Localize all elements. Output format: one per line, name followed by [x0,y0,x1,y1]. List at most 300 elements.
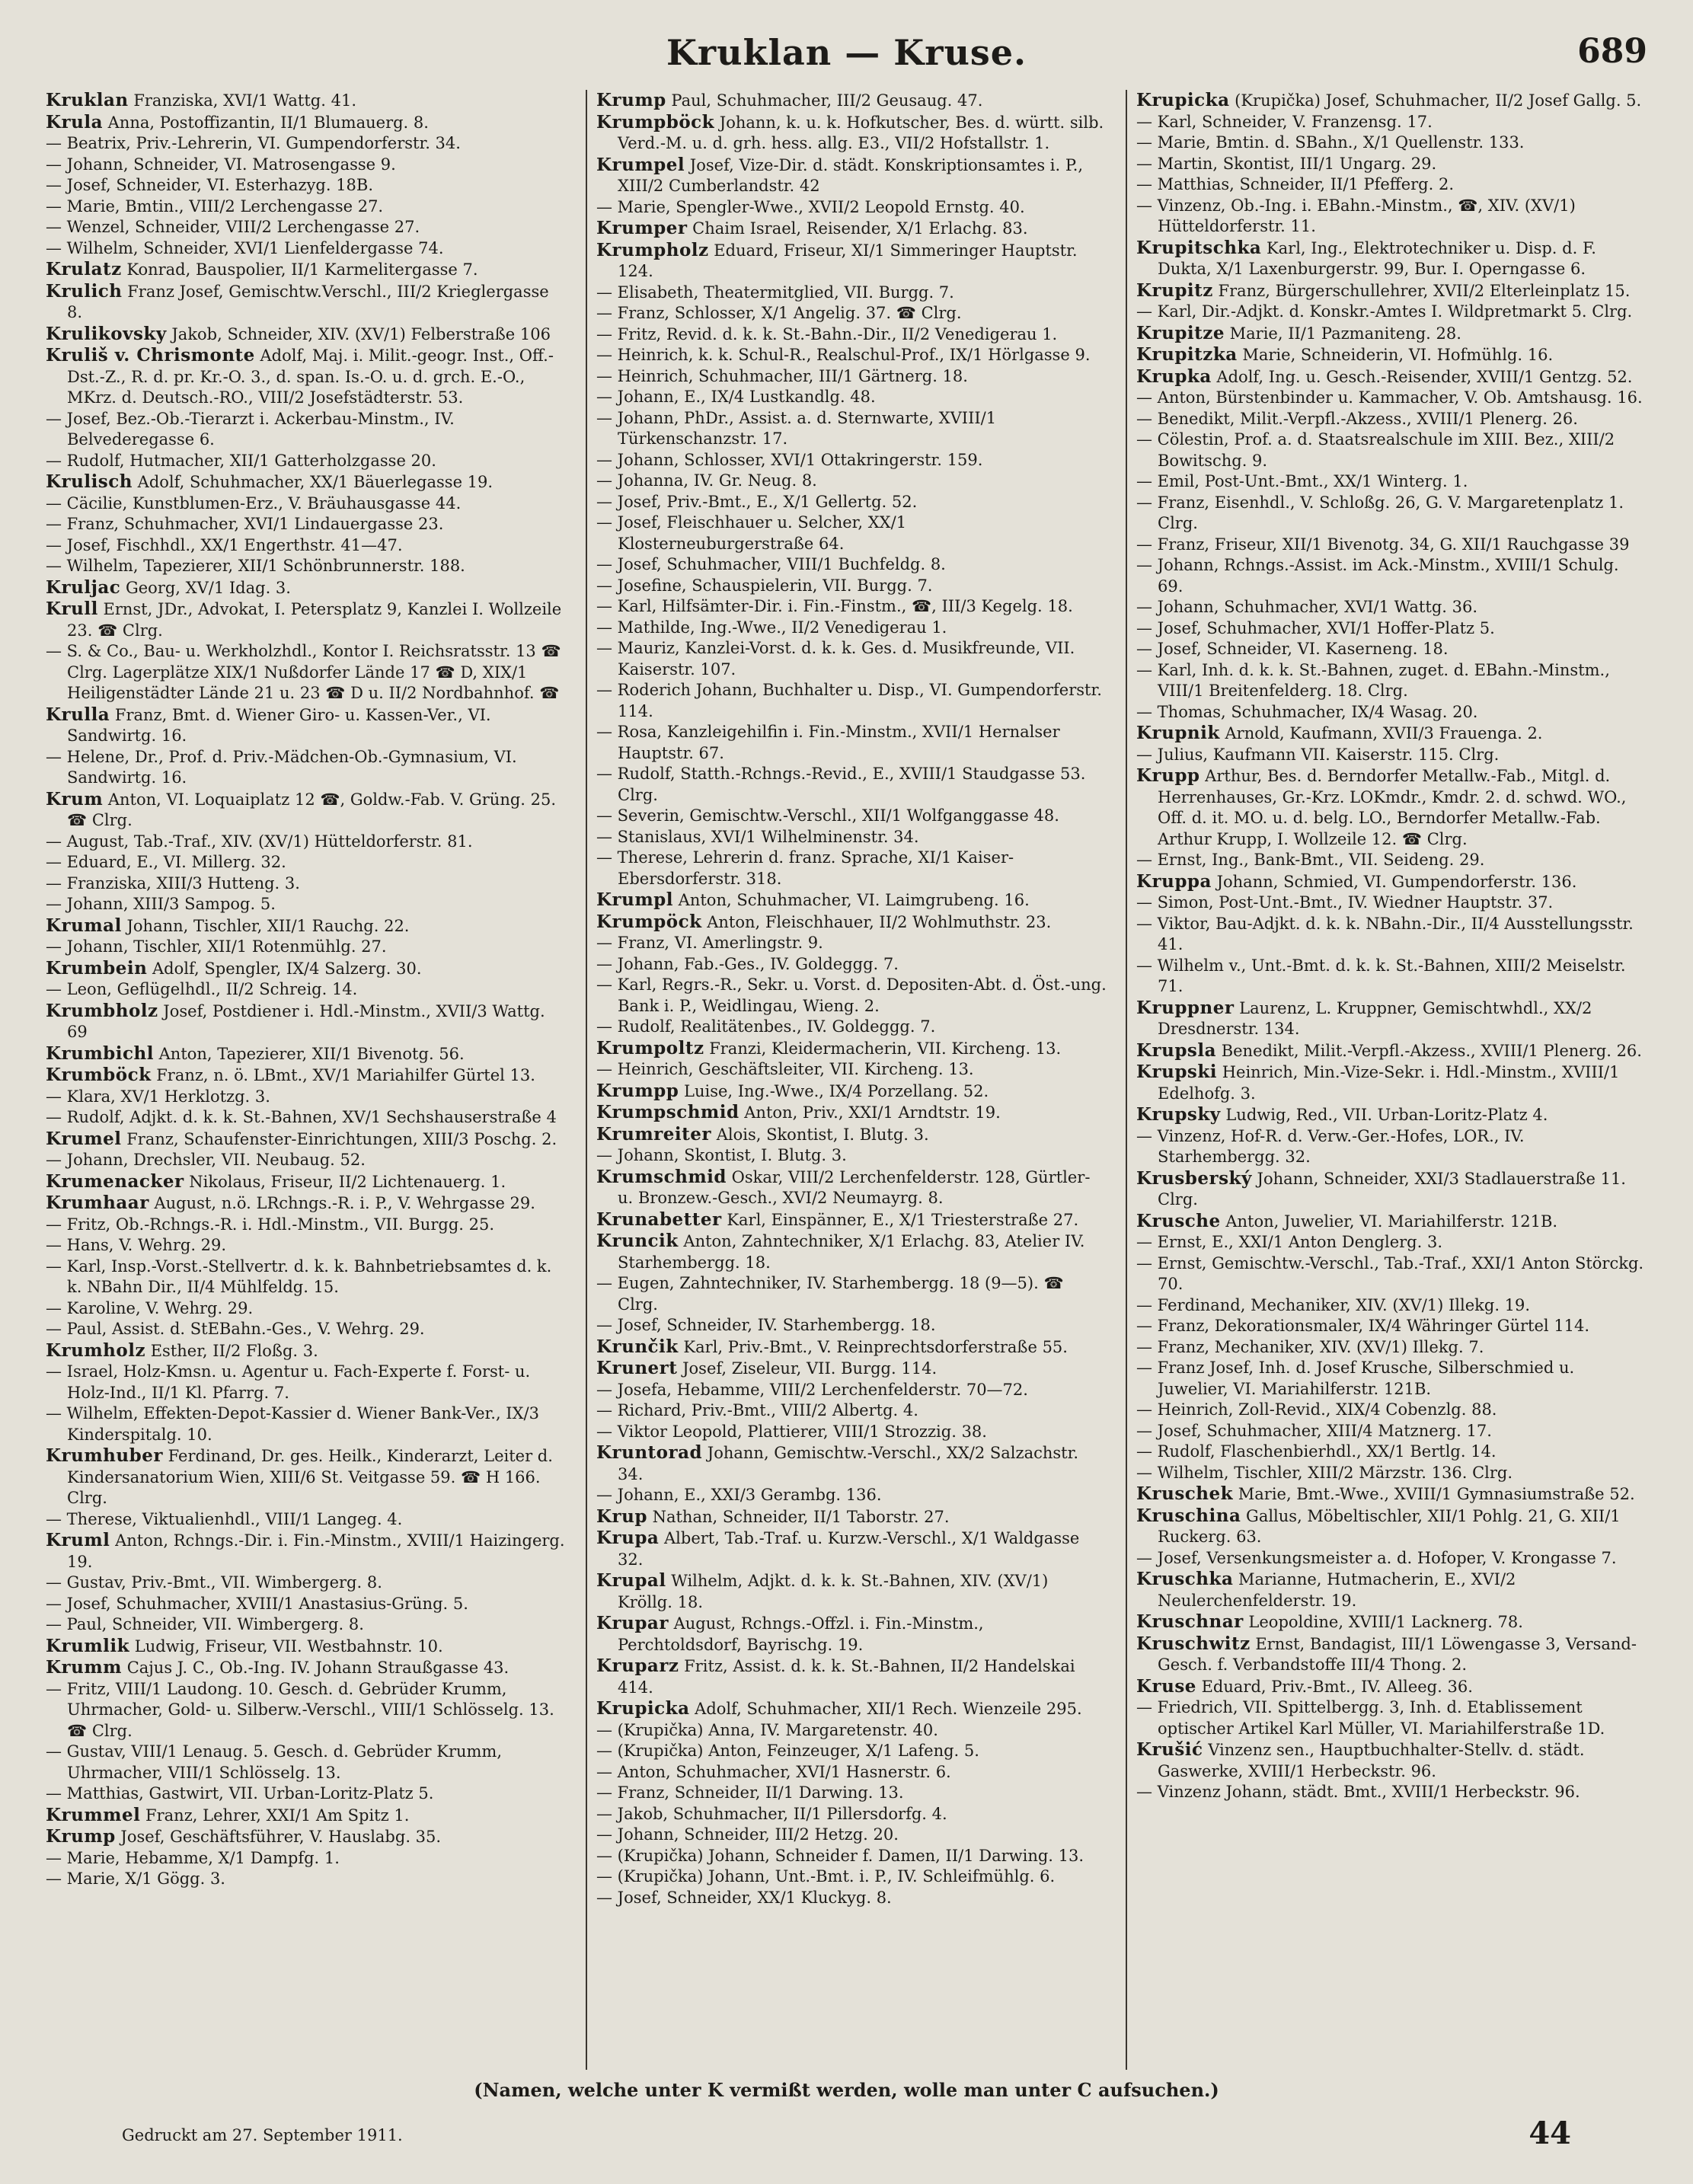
entry-text: — Thomas, Schuhmacher, IX/4 Wasag. 20. [1136,702,1478,721]
entry-text: — Josefa, Hebamme, VIII/2 Lerchenfelderstr. 70—72. [596,1380,1028,1399]
entry-text: — Severin, Gemischtw.-Verschl., XII/1 Wolfganggasse 48. [596,806,1059,825]
entry-surname: Krumpl [596,889,673,910]
directory-entry [596,512,1107,554]
entry-surname: Krumm [46,1657,123,1678]
entry-surname: Krumpp [596,1080,679,1101]
directory-entry [596,1804,1107,1825]
directory-entry [596,1442,1107,1485]
entry-text: — Friedrich, VII. Spittelbergg. 3, Inh. d. Etablissement optischer Artikel Karl Müller, VI. Mariahilferstraße 1D. [1136,1698,1605,1738]
entry-text: Josef, Vize-Dir. d. städt. Konskriptionsamtes i. P., XIII/2 Cumberlandstr. 42 [618,155,1084,195]
entry-surname: Kruliš v. Chrismonte [46,345,255,366]
column-1 [46,90,567,2070]
directory-entry [596,596,1107,618]
entry-text: — Heinrich, Geschäftsleiter, VII. Kircheng. 13. [596,1060,974,1078]
entry-text: Luise, Ing.-Wwe., IX/4 Porzellang. 52. [679,1081,989,1100]
directory-entry [1136,174,1647,196]
entry-text: — Heinrich, Zoll-Revid., XIX/4 Cobenzlg. 88. [1136,1400,1497,1419]
entry-text: Franz, Bürgerschullehrer, XVII/2 Elterleinplatz 15. [1212,281,1631,300]
directory-entry [1136,1505,1647,1548]
entry-text: Nikolaus, Friseur, II/2 Lichtenauerg. 1. [184,1172,506,1191]
entry-text: — Anton, Schuhmacher, XVI/1 Hasnerstr. 6. [596,1762,951,1781]
entry-surname: Krula [46,111,103,133]
entry-text: — Wilhelm, Tischler, XIII/2 Märzstr. 136. Clrg. [1136,1463,1513,1482]
entry-text: Marie, II/1 Pazmaniteng. 28. [1224,324,1461,343]
directory-entry [46,1783,567,1805]
entry-text: — Mathilde, Ing.-Wwe., II/2 Venedigerau 1. [596,618,947,637]
entry-text: — Josef, Schneider, XX/1 Kluckyg. 8. [596,1888,892,1907]
entry-text: — Marie, X/1 Gögg. 3. [46,1869,225,1888]
directory-entry [596,218,1107,240]
entry-text: — Josef, Bez.-Ob.-Tierarzt i. Ackerbau-Minstm., IV. Belvederegasse 6. [46,409,455,449]
directory-entry [596,1846,1107,1867]
entry-surname: Kruschwitz [1136,1633,1251,1654]
entry-text: — Emil, Post-Unt.-Bmt., XX/1 Winterg. 1. [1136,472,1468,490]
directory-entry [1136,1104,1647,1126]
entry-text: — Viktor Leopold, Plattierer, VIII/1 Strozzig. 38. [596,1422,987,1441]
directory-entry [46,1657,567,1679]
entry-surname: Krunabetter [596,1209,722,1230]
entry-text: Arnold, Kaufmann, XVII/3 Frauenga. 2. [1219,724,1543,742]
entry-text: — Vinzenz Johann, städt. Bmt., XVIII/1 Herbeckstr. 96. [1136,1783,1580,1801]
directory-entry [596,848,1107,889]
directory-entry [596,1038,1107,1060]
entry-text: — Wilhelm v., Unt.-Bmt. d. k. k. St.-Bahnen, XIII/2 Meiselstr. 71. [1136,956,1626,995]
entry-text: — Karl, Schneider, V. Franzensg. 17. [1136,112,1433,131]
directory-entry [46,112,567,134]
entry-text: — Elisabeth, Theatermitglied, VII. Burgg. 7. [596,283,954,302]
entry-text: — Paul, Schneider, VII. Wimbergerg. 8. [46,1615,364,1633]
entry-surname: Krupsla [1136,1039,1217,1061]
directory-entry [1136,238,1647,280]
entry-text: — Israel, Holz-Kmsn. u. Agentur u. Fach-Experte f. Forst- u. Holz-Ind., II/1 Kl. Pfarrg. 7. [46,1362,531,1402]
entry-text: — Gustav, VIII/1 Lenaug. 5. Gesch. d. Gebrüder Krumm, Uhrmacher, VIII/1 Schlösselg. 13. [46,1742,503,1782]
entry-text: August, Rchngs.-Offzl. i. Fin.-Minstm., Perchtoldsdorf, Bayrischg. 19. [618,1614,984,1654]
entry-text: — Therese, Lehrerin d. franz. Sprache, XI/1 Kaiser-Ebersdorferstr. 318. [596,848,1014,888]
entry-text: Adolf, Spengler, IX/4 Salzerg. 30. [147,959,422,978]
entry-surname: Kruse [1136,1675,1196,1697]
directory-entry [596,240,1107,283]
print-date-note: Gedruckt am 27. September 1911. [122,2126,403,2144]
entry-text: Anton, Tapezierer, XII/1 Bivenotg. 56. [153,1044,465,1063]
entry-surname: Krumenacker [46,1170,184,1192]
entry-surname: Krumbichl [46,1043,154,1064]
directory-entry [596,324,1107,346]
entry-text: Eduard, Friseur, XI/1 Simmeringer Hauptstr. 124. [618,241,1078,280]
directory-entry [596,492,1107,513]
entry-text: Jakob, Schneider, XIV. (XV/1) Felberstraße 106 [166,324,551,343]
directory-entry [46,1869,567,1890]
entry-text: Nathan, Schneider, II/1 Taborstr. 27. [647,1507,950,1526]
entry-text: Franzi, Kleidermacherin, VII. Kircheng. 13. [704,1039,1062,1058]
directory-entry [46,535,567,557]
entry-surname: Kruparz [596,1656,679,1676]
entry-text: Anton, VI. Loquaiplatz 12 ☎, Goldw.-Fab. V. Grüng. 25. ☎ Clrg. [67,790,557,829]
directory-entry [46,852,567,873]
entry-text: — (Krupička) Johann, Schneider f. Damen, II/1 Darwing. 13. [596,1846,1084,1865]
directory-entry [46,915,567,937]
directory-entry [1136,892,1647,914]
entry-surname: Krumlik [46,1635,130,1656]
directory-entry [1136,1400,1647,1421]
directory-entry [1136,850,1647,871]
footer-notice: (Namen, welche unter K vermißt werden, wolle man unter C aufsuchen.) [474,2079,1219,2101]
entry-text: — Karl, Dir.-Adjkt. d. Konskr.-Amtes I. Wildpretmarkt 5. Clrg. [1136,302,1633,321]
entry-surname: Kruschka [1136,1569,1234,1589]
entry-text: Chaim Israel, Reisender, X/1 Erlachg. 83. [687,219,1028,238]
directory-entry [46,704,567,747]
entry-surname: Krupal [596,1570,666,1591]
directory-entry [46,1043,567,1065]
directory-entry [1136,1633,1647,1676]
directory-entry [596,1124,1107,1146]
entry-text: — Viktor, Bau-Adjkt. d. k. k. NBahn.-Dir., II/4 Ausstellungsstr. 41. [1136,914,1634,953]
entry-surname: Krumpöck [596,911,702,932]
directory-entry [596,722,1107,764]
entry-text: — Ernst, Ing., Bank-Bmt., VII. Seideng. 29. [1136,851,1485,869]
directory-entry [1136,1253,1647,1295]
entry-text: Adolf, Schuhmacher, XII/1 Rech. Wienzeile 295. [689,1700,1082,1718]
directory-entry [596,1656,1107,1698]
entry-text: — Rudolf, Hutmacher, XII/1 Gatterholzgasse 20. [46,451,436,470]
entry-text: — Cölestin, Prof. a. d. Staatsrealschule im XIII. Bez., XIII/2 Bowitschg. 9. [1136,430,1615,470]
entry-text: — Johann, XIII/3 Sampog. 5. [46,895,276,913]
directory-entry [596,1506,1107,1528]
directory-entry [1136,1295,1647,1317]
entry-surname: Krunert [596,1358,678,1378]
directory-entry [596,197,1107,219]
directory-entry [1136,1676,1647,1698]
entry-text: — Franz, Schuhmacher, XVI/1 Lindauergasse 23. [46,515,444,533]
entry-text: — Rosa, Kanzleigehilfin i. Fin.-Minstm., XVII/1 Hernalser Hauptstr. 67. [596,723,1060,762]
entry-text: Marie, Schneiderin, VI. Hofmühlg. 16. [1237,346,1554,364]
signature-mark: 44 [1528,2115,1571,2151]
directory-entry [46,1193,567,1215]
entry-surname: Krulisch [46,471,133,492]
directory-entry [46,409,567,451]
directory-entry [1136,1126,1647,1168]
entry-text: — Marie, Bmtin. d. SBahn., X/1 Quellenstr. 133. [1136,133,1525,152]
directory-entry [596,618,1107,639]
entry-text: — Josefine, Schauspielerin, VII. Burgg. 7. [596,576,933,595]
directory-entry [46,281,567,324]
entry-surname: Krusberský [1136,1167,1252,1189]
directory-entry [46,1614,567,1636]
entry-text: Johann, Tischler, XII/1 Rauchg. 22. [121,916,410,935]
entry-surname: Kruschina [1136,1505,1241,1526]
directory-entry [46,514,567,535]
directory-entry [46,1150,567,1171]
entry-surname: Krump [596,90,666,110]
directory-entry [1136,998,1647,1040]
entry-text: Ludwig, Red., VII. Urban-Loritz-Platz 4. [1220,1106,1548,1124]
directory-entry [596,1380,1107,1401]
directory-entry [1136,535,1647,556]
entry-text: Anna, Postoffizantin, II/1 Blumauerg. 8. [102,113,429,132]
directory-entry [596,1485,1107,1506]
entry-text: — Johann, Schneider, VI. Matrosengasse 9. [46,155,396,174]
entry-text: — Josef, Schneider, VI. Kaserneng. 18. [1136,640,1449,658]
entry-surname: Krulatz [46,259,122,279]
entry-text: — Karl, Hilfsämter-Dir. i. Fin.-Finstm., ☎, III/3 Kegelg. 18. [596,597,1073,615]
directory-entry [1136,1316,1647,1337]
directory-entry [596,1059,1107,1081]
entry-text: — Marie, Hebamme, X/1 Dampfg. 1. [46,1848,340,1867]
directory-entry [46,1235,567,1256]
directory-entry [46,1001,567,1043]
directory-entry [1136,1442,1647,1463]
directory-entry [1136,1782,1647,1803]
directory-entry [596,576,1107,597]
directory-entry [1136,1358,1647,1400]
entry-text: Heinrich, Min.-Vize-Sekr. i. Hdl.-Minstm., XVIII/1 Edelhofg. 3. [1158,1063,1620,1103]
directory-entry [1136,639,1647,660]
entry-surname: Kruschnar [1136,1611,1244,1632]
directory-entry [46,1256,567,1298]
directory-entry [596,1400,1107,1422]
directory-entry [1136,1337,1647,1359]
directory-entry [1136,871,1647,893]
entry-text: Karl, Einspänner, E., X/1 Triesterstraße 27. [721,1210,1079,1229]
entry-text: — Marie, Bmtin., VIII/2 Lerchengasse 27. [46,196,384,216]
directory-entry [46,1362,567,1403]
directory-entry [46,894,567,915]
entry-text: — Johann, E., XXI/3 Gerambg. 136. [596,1486,882,1504]
directory-entry [46,259,567,281]
directory-entry [46,196,567,218]
directory-entry [1136,344,1647,366]
directory-entry [1136,765,1647,850]
directory-entry [1136,1062,1647,1104]
directory-entry [46,1509,567,1531]
directory-entry [1136,471,1647,493]
entry-text: Franz, Bmt. d. Wiener Giro- u. Kassen-Ver., VI. Sandwirtg. 16. [67,705,491,745]
entry-text: Laurenz, L. Kruppner, Gemischtwhdl., XX/2 Dresdnerstr. 134. [1158,998,1592,1038]
entry-surname: Krumschmid [596,1166,727,1187]
entry-surname: Krumbein [46,957,148,979]
directory-entry [596,806,1107,827]
entry-text: Anton, Schuhmacher, VI. Laimgrubeng. 16. [673,891,1030,909]
entry-text: — Josef, Schuhmacher, XVI/1 Hoffer-Platz 5. [1136,618,1495,637]
entry-text: — Helene, Dr., Prof. d. Priv.-Mädchen-Ob.-Gymnasium, VI. Sandwirtg. 16. [46,747,517,787]
entry-text: — Johann, Schuhmacher, XVI/1 Wattg. 36. [1136,598,1478,616]
entry-surname: Krulikovsky [46,323,167,344]
entry-text: — Fritz, Revid. d. k. k. St.-Bahn.-Dir., II/2 Venedigerau 1. [596,324,1058,343]
entry-text: — Josef, Schuhmacher, VIII/1 Buchfeldg. 8. [596,555,946,573]
entry-text: Eduard, Priv.-Bmt., IV. Alleeg. 36. [1196,1677,1473,1696]
entry-text: Konrad, Bauspolier, II/1 Karmelitergasse 7. [121,260,478,279]
directory-entry [1136,1569,1647,1611]
directory-entry [46,1445,567,1509]
entry-text: — Roderich Johann, Buchhalter u. Disp., VI. Gumpendorferstr. 114. [596,681,1102,720]
directory-entry [1136,1463,1647,1484]
entry-text: — Franz, Eisenhdl., V. Schloßg. 26, G. V. Margaretenplatz 1. Clrg. [1136,493,1624,532]
entry-text: Cajus J. C., Ob.-Ing. IV. Johann Straußgasse 43. [122,1659,509,1677]
entry-surname: Krull [46,599,98,619]
directory-entry [1136,618,1647,640]
directory-entry [46,345,567,409]
entry-text: Johann, Schneider, XXI/3 Stadlauerstraße 11. Clrg. [1158,1169,1626,1209]
column-2 [586,90,1107,2070]
directory-entry [46,324,567,346]
entry-text: — Rudolf, Realitätenbes., IV. Goldeggg. 7. [596,1017,936,1036]
entry-text: Albert, Tab.-Traf. u. Kurzw.-Verschl., X/1 Waldgasse 32. [618,1529,1080,1569]
directory-entry [46,1215,567,1236]
page-header [46,32,1647,78]
entry-surname: Krupp [1136,765,1200,786]
entry-surname: Krumpholz [596,239,709,260]
directory-entry [46,979,567,1001]
entry-text: — Marie, Spengler-Wwe., XVII/2 Leopold Ernstg. 40. [596,197,1025,216]
directory-entry [46,556,567,577]
directory-entry [596,1422,1107,1443]
entry-text: Johann, Schmied, VI. Gumpendorferstr. 136. [1211,872,1577,891]
directory-entry [46,1171,567,1193]
entry-text: Vinzenz sen., Hauptbuchhalter-Stellv. d. städt. Gaswerke, XVIII/1 Herbeckstr. 96. [1158,1741,1585,1780]
entry-text: August, n.ö. LRchngs.-R. i. P., V. Wehrgasse 29. [149,1194,535,1212]
directory-entry [596,1613,1107,1656]
entry-text: (Krupička) Josef, Schuhmacher, II/2 Josef Gallg. 5. [1229,91,1642,110]
entry-text: Franz Josef, Gemischtw.Verschl., III/2 Krieglergasse 8. [67,282,549,321]
directory-entry [596,283,1107,304]
entry-text: Ferdinand, Dr. ges. Heilk., Kinderarzt, Leiter d. Kindersanatorium Wien, XIII/6 St. Veitgasse 59. ☎ H 166. Clrg. [67,1447,553,1507]
entry-text: — Johann, Drechsler, VII. Neubaug. 52. [46,1151,366,1169]
entry-surname: Krupski [1136,1062,1218,1082]
directory-entry [596,1167,1107,1209]
entry-text: — Mauriz, Kanzlei-Vorst. d. k. k. Ges. d. Musikfreunde, VII. Kaiserstr. 107. [596,639,1075,679]
directory-entry [1136,388,1647,409]
entry-text: — Josef, Priv.-Bmt., E., X/1 Gellertg. 52. [596,492,918,511]
entry-text: Alois, Skontist, I. Blutg. 3. [711,1125,929,1144]
entry-text: Anton, Zahntechniker, X/1 Erlachg. 83, Atelier IV. Starhembergg. 18. [618,1232,1085,1272]
directory-entry [1136,1548,1647,1569]
entry-text: Josef, Geschäftsführer, V. Hauslabg. 35. [115,1828,442,1846]
entry-surname: Krumbholz [46,1000,158,1021]
entry-text: — Johann, Rchngs.-Assist. im Ack.-Minstm., XVIII/1 Schulg. 69. [1136,556,1619,595]
directory-entry [46,1403,567,1445]
entry-surname: Krupitzka [1136,344,1238,365]
entry-surname: Krump [46,1826,116,1847]
directory-entry [596,1528,1107,1570]
running-head: Kruklan — Kruse. [666,32,1027,73]
entry-text: — Matthias, Gastwirt, VII. Urban-Loritz-Platz 5. [46,1784,434,1802]
directory-entry [596,933,1107,954]
entry-text: Anton, Rchngs.-Dir. i. Fin.-Minstm., XVIII/1 Haizingerg. 19. [67,1531,565,1571]
directory-entry [596,1698,1107,1720]
directory-entry [46,1848,567,1869]
entry-text: Adolf, Maj. i. Milit.-geogr. Inst., Off.-Dst.-Z., R. d. pr. Kr.-O. 3., d. span. Is.-O. u. d. grch. E.-O., MKrz. d. Deutsch.-RO., VIII/2 Josefstädterstr. 53. [67,346,554,407]
entry-text: — Johann, E., IX/4 Lustkandlg. 48. [596,388,876,406]
entry-text: — Fritz, Ob.-Rchngs.-R. i. Hdl.-Minstm., VII. Burgg. 25. [46,1215,495,1234]
entry-surname: Kruljac [46,576,121,598]
directory-entry [596,471,1107,492]
directory-entry [596,112,1107,155]
page-number: 689 [1577,32,1647,71]
directory-entry [596,889,1107,912]
entry-text: — Julius, Kaufmann VII. Kaiserstr. 115. Clrg. [1136,745,1500,764]
entry-text: Anton, Priv., XXI/1 Arndtstr. 19. [739,1103,1001,1122]
entry-surname: Krumper [596,218,688,238]
entry-surname: Krupitze [1136,322,1225,343]
directory-entry [46,1107,567,1129]
directory-entry [1136,1211,1647,1233]
entry-text: — Eduard, E., VI. Millerg. 32. [46,853,286,871]
directory-entry [596,90,1107,112]
entry-text: Josef, Ziseleur, VII. Burgg. 114. [677,1359,938,1378]
entry-surname: Krumhuber [46,1445,163,1466]
directory-entry [596,554,1107,576]
directory-entry [46,133,567,155]
entry-text: — Jakob, Schuhmacher, II/1 Pillersdorfg. 4. [596,1804,947,1823]
directory-entry [1136,1232,1647,1253]
entry-surname: Krumreiter [596,1123,712,1145]
directory-entry [46,1087,567,1108]
entry-text: — Johann, PhDr., Assist. a. d. Sternwarte, XVIII/1 Türkenschanzstr. 17. [596,408,997,448]
entry-text: — Vinzenz, Hof-R. d. Verw.-Ger.-Hofes, LOR., IV. Starhembergg. 32. [1136,1126,1525,1166]
entry-surname: Krunčik [596,1336,679,1357]
entry-surname: Krumhaar [46,1193,149,1213]
entry-surname: Kruschek [1136,1483,1234,1504]
entry-text: — (Krupička) Johann, Unt.-Bmt. i. P., IV. Schleifmühlg. 6. [596,1867,1056,1885]
entry-text: — Franz, Schneider, II/1 Darwing. 13. [596,1783,904,1802]
entry-text: — Rudolf, Flaschenbierhdl., XX/1 Bertlg. 14. [1136,1442,1497,1461]
entry-text: — Cäcilie, Kunstblumen-Erz., V. Bräuhausgasse 44. [46,493,462,512]
directory-entry [596,155,1107,197]
entry-text: — Hans, V. Wehrg. 29. [46,1236,227,1254]
entry-text: — Franziska, XIII/3 Hutteng. 3. [46,873,300,892]
directory-entry [1136,112,1647,133]
entry-text: — Josef, Fleischhauer u. Selcher, XX/1 Klosterneuburgerstraße 64. [596,513,907,553]
entry-text: — Heinrich, Schuhmacher, III/1 Gärtnerg. 18. [596,366,968,385]
entry-text: — Simon, Post-Unt.-Bmt., IV. Wiedner Hauptstr. 37. [1136,893,1554,912]
entry-text: — Josef, Fischhdl., XX/1 Engerthstr. 41—47. [46,535,403,554]
entry-text: — August, Tab.-Traf., XIV. (XV/1) Hütteldorferstr. 81. [46,832,473,851]
directory-entry [46,1530,567,1573]
entry-text: Ernst, Bandagist, III/1 Löwengasse 3, Versand-Gesch. f. Verbandstoffe III/4 Thong. 2. [1158,1634,1637,1674]
entry-text: Esther, II/2 Floßg. 3. [145,1341,318,1360]
directory-entry [46,451,567,472]
entry-text: — Franz, Mechaniker, XIV. (XV/1) Illekg. 7. [1136,1337,1484,1356]
directory-entry [1136,1697,1647,1739]
entry-text: — Karl, Regrs.-R., Sekr. u. Vorst. d. Depositen-Abt. d. Öst.-ung. Bank i. P., Weidlingau, Wieng. 2. [596,975,1107,1015]
directory-entry [1136,1483,1647,1505]
directory-entry [1136,493,1647,535]
directory-entry [1136,366,1647,388]
entry-text: — Anton, Bürstenbinder u. Kammacher, V. Ob. Amtshausg. 16. [1136,388,1643,407]
entry-text: — Gustav, Priv.-Bmt., VII. Wimbergerg. 8. [46,1573,382,1592]
entry-text: — Martin, Skontist, III/1 Ungarg. 29. [1136,154,1437,173]
directory-entry [1136,409,1647,430]
entry-text: — Johanna, IV. Gr. Neug. 8. [596,471,817,490]
directory-entry [596,1783,1107,1804]
directory-entry [596,954,1107,975]
page-footer [46,2079,1647,2163]
directory-entry [1136,702,1647,723]
directory-entry [596,387,1107,408]
entry-text: — Ernst, Gemischtw.-Verschl., Tab.-Traf., XXI/1 Anton Störckg. 70. [1136,1253,1644,1293]
directory-entry [596,1273,1107,1315]
entry-text: — Franz, VI. Amerlingstr. 9. [596,934,823,952]
entry-surname: Krulla [46,704,110,725]
entry-text: Gallus, Möbeltischler, XII/1 Pohlg. 21, G. XII/1 Ruckerg. 63. [1158,1506,1621,1546]
entry-text: Wilhelm, Adjkt. d. k. k. St.-Bahnen, XIV. (XV/1) Kröllg. 18. [618,1572,1049,1611]
directory-entry [1136,323,1647,345]
directory-entry [1136,90,1647,112]
directory-entry [46,238,567,260]
directory-entry [596,1762,1107,1783]
directory-entry [596,1888,1107,1909]
directory-entry [46,1298,567,1320]
entry-text: — Benedikt, Milit.-Verpfl.-Akzess., XVIII/1 Plenerg. 26. [1136,409,1578,428]
